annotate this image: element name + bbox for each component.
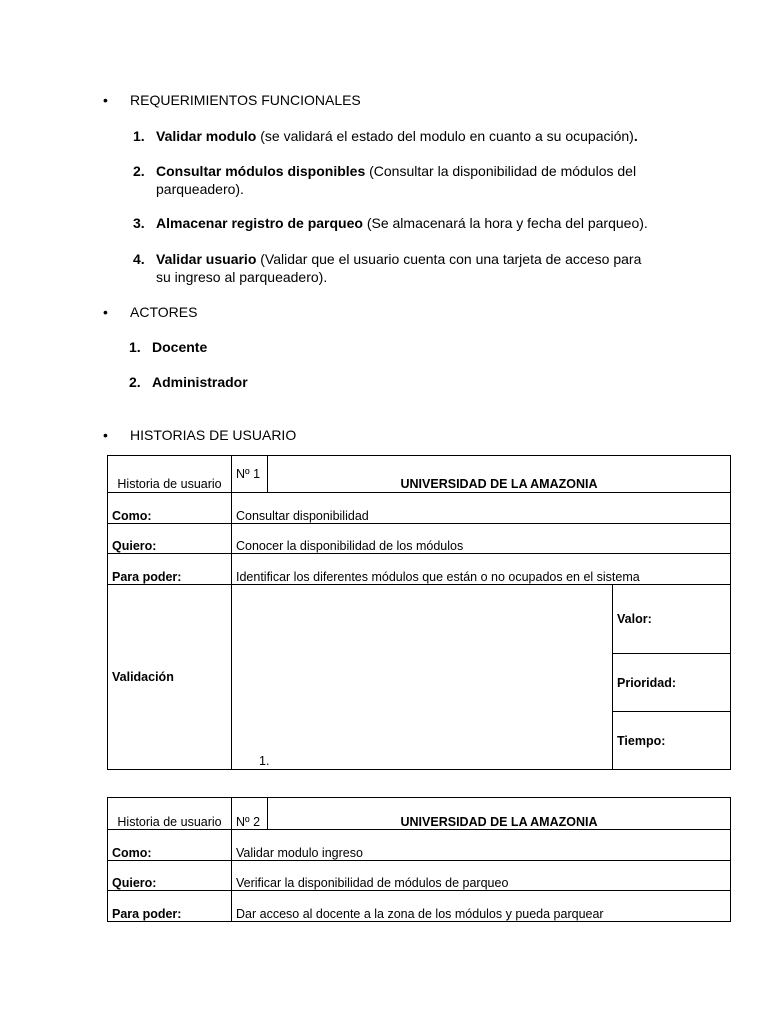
requirement-title: Consultar módulos disponibles [156, 163, 366, 179]
actor-number: 2. [129, 374, 141, 390]
story-header-label: Historia de usuario [108, 456, 232, 493]
como-value: Consultar disponibilidad [232, 493, 731, 524]
requirement-description: (se validará el estado del modulo en cuanto a su ocupación) [256, 128, 634, 144]
para-poder-label: Para poder: [108, 891, 232, 922]
section-title: REQUERIMIENTOS FUNCIONALES [130, 92, 361, 108]
para-poder-value: Dar acceso al docente a la zona de los módulos y pueda parquear [232, 891, 731, 922]
como-label: Como: [108, 493, 232, 524]
actor-item [129, 339, 207, 355]
requirement-title: Validar usuario [156, 251, 257, 267]
actor-item [129, 374, 248, 390]
requirement-description: (Se almacenará la hora y fecha del parqueo). [362, 215, 648, 231]
requirement-number: 2. [133, 163, 145, 179]
quiero-value: Conocer la disponibilidad de los módulos [232, 524, 731, 554]
validacion-item-number: 1. [259, 754, 270, 768]
tiempo-label: Tiempo: [613, 712, 731, 770]
como-value: Validar modulo ingreso [232, 830, 731, 861]
quiero-label: Quiero: [108, 861, 232, 891]
bullet-icon: • [103, 304, 108, 320]
requirement-number: 1. [133, 128, 145, 144]
story-header-label: Historia de usuario [108, 798, 232, 830]
story-organization: UNIVERSIDAD DE LA AMAZONIA [268, 798, 731, 830]
user-story-table [107, 797, 731, 922]
validacion-label: Validación [108, 585, 232, 770]
section-title: HISTORIAS DE USUARIO [130, 427, 297, 443]
requirement-title: Validar modulo [156, 128, 257, 144]
como-label: Como: [108, 830, 232, 861]
requirement-description: (Consultar la disponibilidad de módulos del parqueadero). [156, 163, 637, 197]
requirement-description: (Validar que el usuario cuenta con una tarjeta de acceso para su ingreso al parqueadero). [156, 251, 642, 285]
bullet-icon: • [103, 427, 108, 443]
para-poder-label: Para poder: [108, 554, 232, 585]
quiero-label: Quiero: [108, 524, 232, 554]
story-number: Nº 2 [232, 798, 268, 830]
prioridad-label: Prioridad: [613, 654, 731, 712]
para-poder-value: Identificar los diferentes módulos que están o no ocupados en el sistema [232, 554, 731, 585]
bullet-icon: • [103, 92, 108, 108]
actor-name: Administrador [152, 374, 248, 390]
validacion-value [232, 585, 613, 770]
actor-name: Docente [152, 339, 208, 355]
user-story-table [107, 455, 731, 770]
requirement-title: Almacenar registro de parqueo [156, 215, 363, 231]
requirement-number: 3. [133, 215, 145, 231]
valor-label: Valor: [613, 585, 731, 654]
section-title: ACTORES [130, 304, 198, 320]
actor-number: 1. [129, 339, 141, 355]
story-number: Nº 1 [232, 456, 268, 493]
quiero-value: Verificar la disponibilidad de módulos de parqueo [232, 861, 731, 891]
story-organization: UNIVERSIDAD DE LA AMAZONIA [268, 456, 731, 493]
requirement-number: 4. [133, 251, 145, 267]
requirement-tail: . [633, 128, 638, 144]
